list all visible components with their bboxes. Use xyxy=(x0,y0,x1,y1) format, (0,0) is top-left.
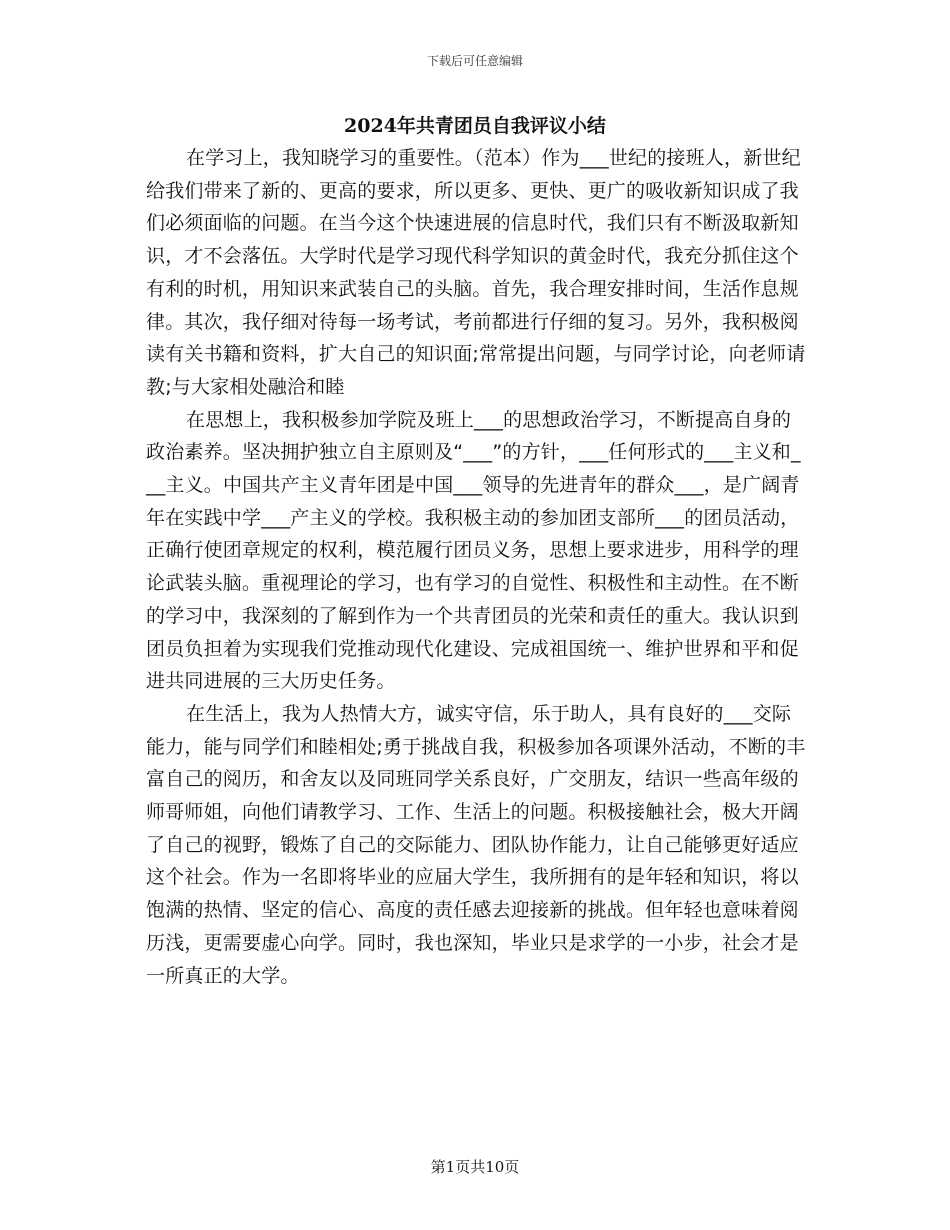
paragraph-thought: 在思想上，我积极参加学院及班上___的思想政治学习，不断提高自身的政治素养。坚决拥护独立自主原则及“___”的方针，___任何形式的___主义和___主义。中国共产主义青年团是中国___领导的先进青年的群众___，是广阔青年在实践中学___产主义的学校。我积极主动的参加团支部所___的团员活动，正确行使团章规定的权利，模范履行团员义务，思想上要求进步，用科学的理论武装头脑。重视理论的学习，也有学习的自觉性、积极性和主动性。在不断的学习中，我深刻的了解到作为一个共青团员的光荣和责任的重大。我认识到团员负担着为实现我们党推动现代化建设、完成祖国统一、维护世界和平和促进共同进展的三大历史任务。 xyxy=(146,408,801,693)
paragraph-study: 在学习上，我知晓学习的重要性。（范本）作为___世纪的接班人，新世纪给我们带来了新的、更高的要求，所以更多、更快、更广的吸收新知识成了我们必须面临的问题。在当今这个快速进展的信息时代，我们只有不断汲取新知识，才不会落伍。大学时代是学习现代科学知识的黄金时代，我充分抓住这个有利的时机，用知识来武装自己的头脑。首先，我合理安排时间，生活作息规律。其次，我仔细对待每一场考试，考前都进行仔细的复习。另外，我积极阅读有关书籍和资料，扩大自己的知识面;常常提出问题，与同学讨论，向老师请教;与大家相处融洽和睦 xyxy=(146,147,806,398)
header-note: 下载后可任意编辑 xyxy=(426,54,523,68)
document-title: 2024年共青团员自我评议小结 xyxy=(344,115,606,137)
document-body xyxy=(146,142,806,992)
page-footer: 第1页共10页 xyxy=(430,1158,520,1176)
paragraph-life: 在生活上，我为人热情大方，诚实守信，乐于助人，具有良好的___交际能力，能与同学们和睦相处;勇于挑战自我，积极参加各项课外活动，不断的丰富自己的阅历，和舍友以及同班同学关系良好，广交朋友，结识一些高年级的师哥师姐，向他们请教学习、工作、生活上的问题。积极接触社会，极大开阔了自己的视野，锻炼了自己的交际能力、团队协作能力，让自己能够更好适应这个社会。作为一名即将毕业的应届大学生，我所拥有的是年轻和知识，将以饱满的热情、坚定的信心、高度的责任感去迎接新的挑战。但年轻也意味着阅历浅，更需要虚心向学。同时，我也深知，毕业只是求学的一小步，社会才是一所真正的大学。 xyxy=(146,702,806,987)
